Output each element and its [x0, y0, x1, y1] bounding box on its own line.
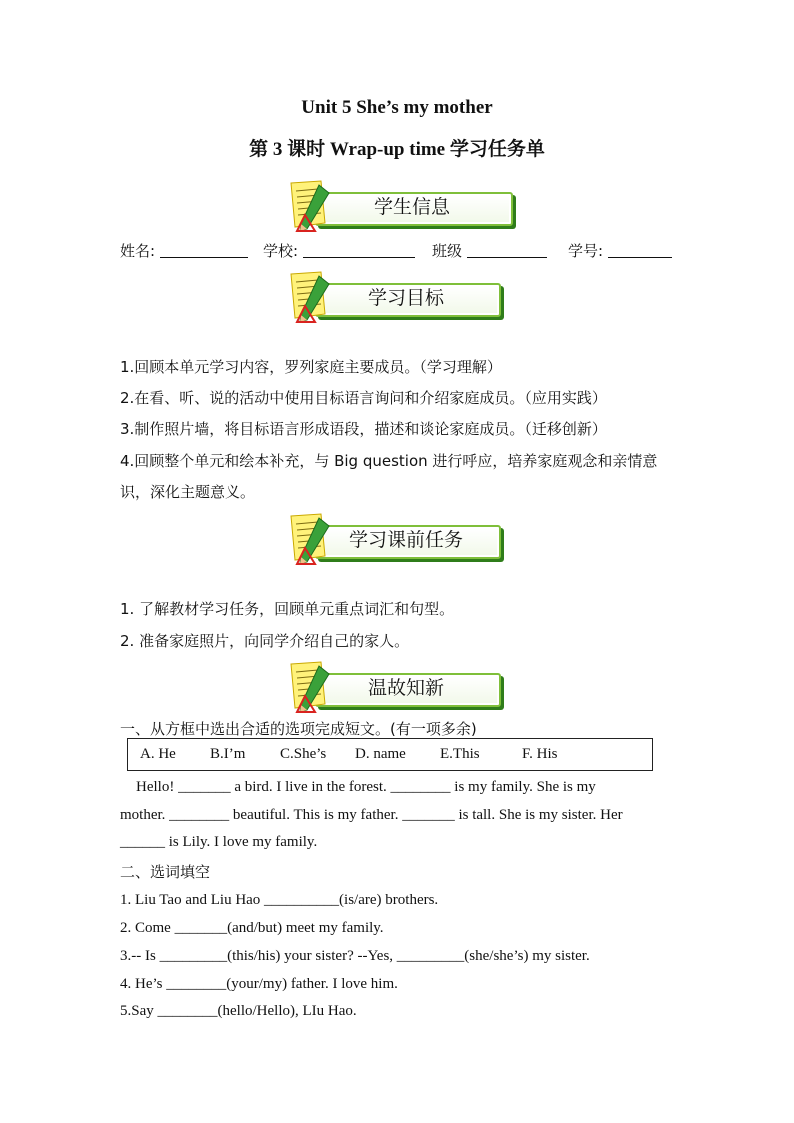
school-label: 学校:	[263, 242, 299, 260]
name-label: 姓名:	[120, 242, 156, 260]
name-blank[interactable]	[160, 243, 248, 258]
goal-item: 2.在看、听、说的活动中使用目标语言询问和介绍家庭成员。（应用实践）	[120, 389, 607, 407]
banner-pre-class-tasks	[285, 512, 507, 568]
exercise-item: 4. He’s ________(your/my) father. I love him.	[120, 976, 398, 992]
class-label: 班级	[432, 242, 463, 260]
banner-label: 温故知新	[367, 677, 444, 699]
options-box	[127, 738, 653, 771]
passage-line: Hello! _______ a bird. I live in the forest. ________ is my family. She is my	[136, 779, 596, 795]
goal-item: 识，深化主题意义。	[120, 483, 256, 501]
class-blank[interactable]	[467, 243, 547, 258]
name-field[interactable]	[120, 240, 248, 261]
banner-student-info	[285, 179, 517, 235]
number-field[interactable]	[568, 240, 672, 261]
option-item: D. name	[355, 746, 406, 762]
banner-learning-goals	[285, 270, 507, 326]
school-field[interactable]	[263, 240, 415, 261]
exercise-item: 2. Come _______(and/but) meet my family.	[120, 920, 384, 936]
notepad-pencil-icon	[285, 660, 335, 716]
number-blank[interactable]	[608, 243, 672, 258]
section1-heading: 一、从方框中选出合适的选项完成短文。(有一项多余)	[120, 720, 477, 738]
exercise-item: 1. Liu Tao and Liu Hao __________(is/are) brothers.	[120, 892, 439, 908]
banner-label: 学习目标	[367, 287, 444, 309]
class-field[interactable]	[432, 240, 547, 261]
passage-line: mother. ________ beautiful. This is my father. _______ is tall. She is my sister. Her	[120, 807, 623, 823]
goal-item: 3.制作照片墙，将目标语言形成语段，描述和谈论家庭成员。（迁移创新）	[120, 420, 607, 438]
exercise-item: 3.-- Is _________(this/his) your sister? --Yes, _________(she/she’s) my sister.	[120, 948, 590, 964]
passage-line: ______ is Lily. I love my family.	[120, 834, 318, 850]
goal-item: 1.回顾本单元学习内容，罗列家庭主要成员。（学习理解）	[120, 358, 502, 376]
notepad-pencil-icon	[285, 512, 335, 568]
notepad-pencil-icon	[285, 179, 335, 235]
pre-task-item: 1. 了解教材学习任务，回顾单元重点词汇和句型。	[120, 600, 455, 618]
option-item: C.She’s	[280, 746, 327, 762]
option-item: E.This	[440, 746, 480, 762]
pre-task-item: 2. 准备家庭照片，向同学介绍自己的家人。	[120, 632, 410, 650]
banner-label: 学生信息	[373, 196, 450, 218]
lesson-title: 第 3 课时 Wrap-up time 学习任务单	[249, 139, 545, 160]
option-item: B.I’m	[210, 746, 246, 762]
section2-heading: 二、选词填空	[120, 863, 211, 881]
school-blank[interactable]	[303, 243, 415, 258]
exercise-item: 5.Say ________(hello/Hello), LIu Hao.	[120, 1003, 357, 1019]
option-item: A. He	[140, 746, 176, 762]
unit-title: Unit 5 She’s my mother	[301, 97, 493, 118]
banner-review	[285, 660, 507, 716]
banner-label: 学习课前任务	[348, 529, 463, 551]
goal-item: 4.回顾整个单元和绘本补充，与 Big question 进行呼应，培养家庭观念和亲情意	[120, 452, 658, 470]
number-label: 学号:	[568, 242, 604, 260]
option-item: F. His	[522, 746, 558, 762]
notepad-pencil-icon	[285, 270, 335, 326]
